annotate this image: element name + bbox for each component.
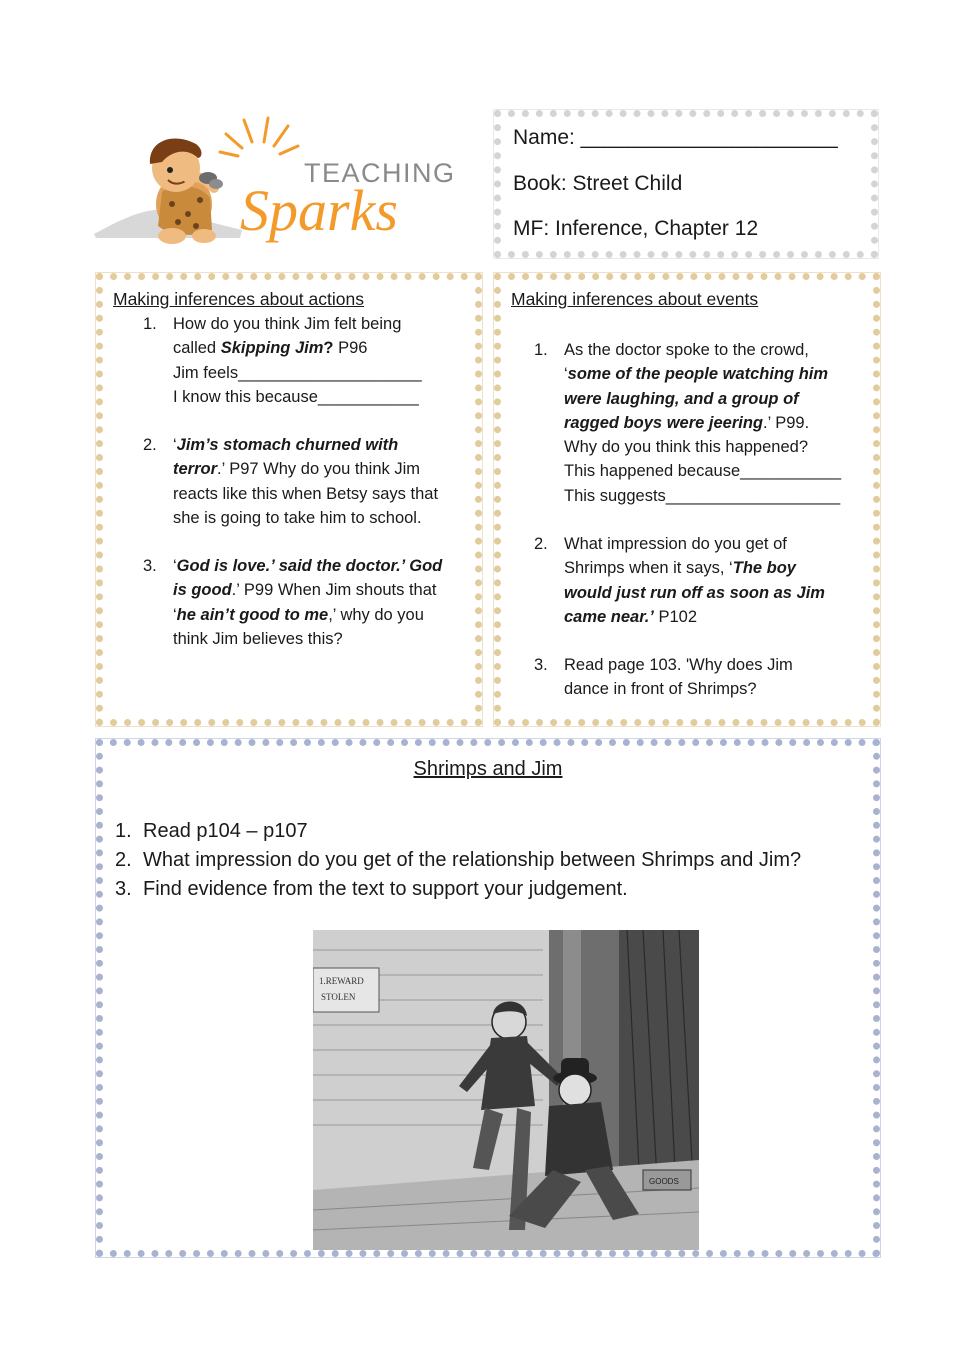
shrimps-item-3: 3. Find evidence from the text to support your judgement. [115,878,628,900]
poster-stolen-text: STOLEN [321,992,356,1002]
answer-line[interactable]: This happened because___________ [564,462,842,481]
teaching-sparks-logo [92,112,452,254]
events-heading: Making inferences about events [511,289,759,309]
actions-question-3: 3. ‘God is love.’ said the doctor.’ God is good.’ P99 When Jim shouts that ‘he ain’t good to me,’ why do you think Jim believes this? [173,554,473,651]
answer-line[interactable]: I know this because___________ [173,387,419,406]
answer-line[interactable]: This suggests___________________ [564,486,841,505]
events-section [494,273,880,726]
brand-top-text: TEACHING [304,158,452,188]
question-number: 3. [143,557,157,575]
header-info-box [494,110,878,258]
answer-line[interactable]: Jim feels____________________ [173,363,422,382]
question-number: 1. [143,315,157,333]
events-question-3: 3. Read page 103. 'Why does Jim dance in front of Shrimps? [564,653,874,702]
brand-main-text: Sparks [240,178,398,243]
actions-question-2: 2. ‘Jim’s stomach churned with terror.’ P97 Why do you think Jim reacts like this when Betsy says that she is going to take him to school. [173,433,473,530]
book-label: Book: Street Child [513,172,683,195]
question-number: 2. [143,436,157,454]
events-question-1: 1. As the doctor spoke to the crowd, ‘some of the people watching him were laughing, and a group of ragged boys were jeering.’ P99. Why do you think this happened? This happened because___________ This suggests___________________ [564,338,874,508]
poster-reward-text: 1.REWARD [319,976,364,986]
events-question-2: 2. What impression do you get of Shrimps when it says, ‘The boy would just run off as soon as Jim came near.’ P102 [564,532,874,629]
mf-label: MF: Inference, Chapter 12 [513,217,759,240]
name-field[interactable]: Name: ______________________ [513,126,838,149]
shrimps-heading: Shrimps and Jim [413,758,563,780]
actions-section [96,273,482,726]
shrimps-item-1: 1. Read p104 – p107 [115,820,308,842]
shrimps-section [96,739,880,1257]
question-number: 1. [534,341,548,359]
shrimps-item-2: 2. What impression do you get of the relationship between Shrimps and Jim? [115,849,802,871]
question-number: 2. [534,535,548,553]
question-number: 3. [534,656,548,674]
actions-heading: Making inferences about actions [113,289,364,309]
crate-label: GOODS [649,1177,679,1186]
street-scene-illustration [313,930,699,1250]
actions-question-1: 1. How do you think Jim felt being called Skipping Jim? P96 Jim feels____________________ I know this because___________ [173,312,473,409]
